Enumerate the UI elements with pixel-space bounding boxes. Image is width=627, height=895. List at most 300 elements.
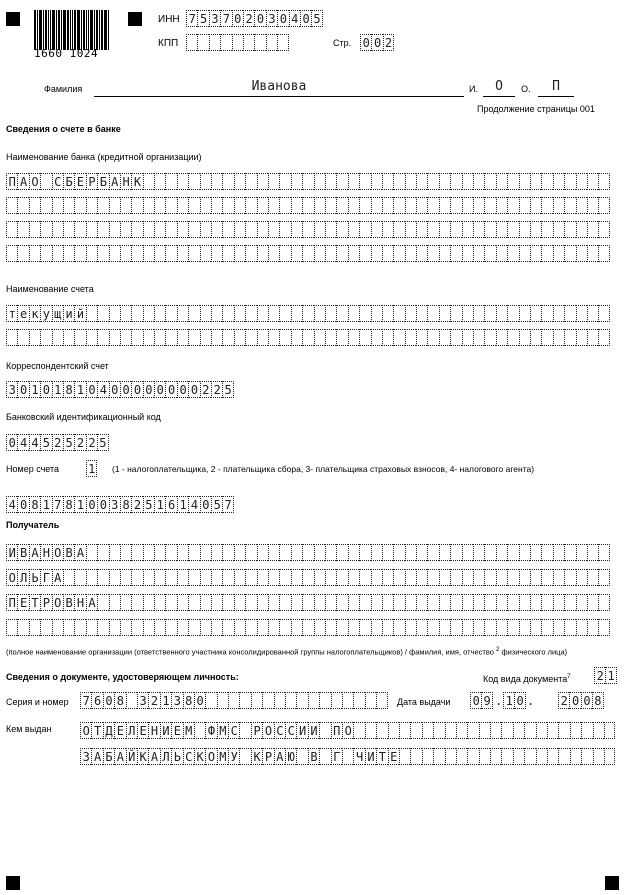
char-cell [530, 569, 541, 586]
char-cell [222, 594, 233, 611]
account-name-label: Наименование счета [6, 284, 94, 294]
account-name-row-2 [6, 329, 610, 346]
char-cell [399, 722, 410, 739]
account-name-row-1 [6, 305, 610, 322]
corr-account-label: Корреспондентский счет [6, 361, 109, 371]
char-cell [359, 245, 370, 262]
char-cell: е [17, 305, 28, 322]
char-cell [496, 173, 507, 190]
char-cell: 3 [137, 692, 148, 709]
char-cell [325, 569, 336, 586]
char-cell [519, 221, 530, 238]
char-cell [74, 619, 85, 636]
char-cell: 0 [360, 34, 371, 51]
char-cell: Н [74, 594, 85, 611]
issued-by-row-1 [80, 722, 615, 739]
char-cell [257, 544, 268, 561]
char-cell [188, 197, 199, 214]
char-cell: 0 [569, 692, 580, 709]
char-cell [587, 173, 598, 190]
char-cell [484, 544, 495, 561]
char-cell: А [109, 173, 120, 190]
char-cell [325, 245, 336, 262]
char-cell [200, 305, 211, 322]
char-cell [348, 329, 359, 346]
char-cell: 2 [243, 10, 254, 27]
char-cell [450, 544, 461, 561]
char-cell [143, 197, 154, 214]
char-cell [209, 34, 220, 51]
char-cell [359, 544, 370, 561]
char-cell [371, 329, 382, 346]
char-cell: 0 [165, 381, 176, 398]
char-cell [507, 569, 518, 586]
char-cell [131, 197, 142, 214]
char-cell [484, 245, 495, 262]
char-cell [188, 305, 199, 322]
char-cell [371, 245, 382, 262]
char-cell [416, 173, 427, 190]
char-cell [177, 594, 188, 611]
char-cell [143, 594, 154, 611]
char-cell [291, 544, 302, 561]
char-cell [131, 305, 142, 322]
char-cell [165, 245, 176, 262]
char-cell [519, 544, 530, 561]
char-cell [239, 722, 250, 739]
char-cell: щ [52, 305, 63, 322]
char-cell [154, 197, 165, 214]
char-cell [371, 221, 382, 238]
char-cell: 0 [97, 496, 108, 513]
char-cell: 3 [171, 692, 182, 709]
char-cell [251, 692, 262, 709]
char-cell [439, 329, 450, 346]
char-cell: 3 [109, 496, 120, 513]
char-cell [268, 594, 279, 611]
char-cell [519, 245, 530, 262]
char-cell: 0 [17, 496, 28, 513]
char-cell [6, 329, 17, 346]
char-cell: С [183, 748, 194, 765]
char-cell [186, 34, 197, 51]
char-cell [302, 221, 313, 238]
char-cell [120, 221, 131, 238]
char-cell [239, 692, 250, 709]
char-cell [393, 221, 404, 238]
char-cell [314, 221, 325, 238]
char-cell [126, 692, 137, 709]
char-cell: И [365, 748, 376, 765]
char-cell [462, 329, 473, 346]
char-cell: 0 [300, 10, 311, 27]
char-cell [17, 245, 28, 262]
char-cell [211, 569, 222, 586]
char-cell [177, 305, 188, 322]
char-cell [222, 245, 233, 262]
char-cell: 8 [114, 692, 125, 709]
char-cell [422, 748, 433, 765]
char-cell [473, 544, 484, 561]
char-cell [257, 197, 268, 214]
char-cell [234, 594, 245, 611]
char-cell [86, 221, 97, 238]
char-cell [439, 173, 450, 190]
char-cell [410, 748, 421, 765]
char-cell [365, 692, 376, 709]
char-cell: И [308, 722, 319, 739]
char-cell [165, 569, 176, 586]
char-cell: П [6, 173, 17, 190]
char-cell [496, 305, 507, 322]
char-cell [188, 221, 199, 238]
char-cell: С [285, 722, 296, 739]
char-cell [576, 544, 587, 561]
char-cell [473, 619, 484, 636]
char-cell [388, 722, 399, 739]
char-cell [74, 569, 85, 586]
char-cell [188, 594, 199, 611]
char-cell: Ф [205, 722, 216, 739]
char-cell: М [183, 722, 194, 739]
char-cell: 8 [29, 496, 40, 513]
char-cell: 2 [200, 381, 211, 398]
char-cell [200, 197, 211, 214]
char-cell [165, 221, 176, 238]
char-cell [63, 619, 74, 636]
char-cell [541, 594, 552, 611]
char-cell [154, 619, 165, 636]
char-cell: С [228, 722, 239, 739]
char-cell [120, 569, 131, 586]
char-cell: 4 [6, 496, 17, 513]
bic-cells [6, 434, 109, 451]
char-cell [291, 197, 302, 214]
char-cell: Б [103, 748, 114, 765]
char-cell: Е [388, 748, 399, 765]
char-cell [496, 221, 507, 238]
char-cell: 5 [143, 496, 154, 513]
char-cell: у [40, 305, 51, 322]
char-cell [371, 619, 382, 636]
char-cell: Е [17, 594, 28, 611]
char-cell [131, 594, 142, 611]
char-cell [587, 329, 598, 346]
char-cell [587, 197, 598, 214]
char-cell [279, 594, 290, 611]
doc-code-label-text: Код вида документа [483, 674, 568, 684]
kpp-label: КПП [158, 38, 179, 49]
char-cell [376, 692, 387, 709]
char-cell [40, 173, 51, 190]
char-cell: А [17, 173, 28, 190]
char-cell: 0 [6, 434, 17, 451]
char-cell: Г [40, 569, 51, 586]
char-cell [97, 305, 108, 322]
char-cell [177, 569, 188, 586]
char-cell [154, 173, 165, 190]
char-cell [120, 329, 131, 346]
char-cell [479, 722, 490, 739]
char-cell [325, 329, 336, 346]
char-cell: Л [160, 748, 171, 765]
date-label: Дата выдачи [397, 697, 451, 707]
char-cell [604, 722, 615, 739]
char-cell [598, 619, 609, 636]
char-cell [109, 544, 120, 561]
char-cell: 0 [371, 34, 382, 51]
char-cell [473, 245, 484, 262]
char-cell [109, 221, 120, 238]
char-cell [519, 197, 530, 214]
char-cell [52, 619, 63, 636]
char-cell: Б [63, 173, 74, 190]
char-cell [433, 748, 444, 765]
char-cell [439, 594, 450, 611]
char-cell: 7 [222, 496, 233, 513]
char-cell [564, 544, 575, 561]
char-cell [541, 197, 552, 214]
char-cell [467, 722, 478, 739]
char-cell [450, 594, 461, 611]
char-cell [177, 197, 188, 214]
char-cell [314, 305, 325, 322]
char-cell [279, 329, 290, 346]
char-cell [197, 34, 208, 51]
char-cell [519, 305, 530, 322]
char-cell [63, 221, 74, 238]
char-cell [393, 329, 404, 346]
recipient-row-2 [6, 569, 610, 586]
char-cell [416, 329, 427, 346]
char-cell [405, 544, 416, 561]
char-cell [52, 245, 63, 262]
char-cell [462, 197, 473, 214]
char-cell [325, 197, 336, 214]
char-cell [314, 619, 325, 636]
char-cell [393, 544, 404, 561]
char-cell [277, 34, 288, 51]
char-cell [496, 245, 507, 262]
char-cell: А [86, 594, 97, 611]
char-cell [257, 594, 268, 611]
char-cell [63, 197, 74, 214]
date-year-cells [558, 692, 604, 709]
char-cell [143, 245, 154, 262]
char-cell [581, 748, 592, 765]
char-cell [222, 544, 233, 561]
issued-by-label: Кем выдан [6, 724, 52, 734]
char-cell [177, 329, 188, 346]
char-cell [553, 245, 564, 262]
char-cell [234, 221, 245, 238]
char-cell [302, 619, 313, 636]
char-cell [427, 569, 438, 586]
char-cell [131, 245, 142, 262]
initial-o-value: П [552, 79, 560, 94]
char-cell [74, 245, 85, 262]
char-cell: 2 [74, 434, 85, 451]
char-cell: 2 [558, 692, 569, 709]
char-cell [268, 619, 279, 636]
recipient-title: Получатель [6, 520, 60, 530]
char-cell [211, 305, 222, 322]
series-cells [80, 692, 388, 709]
doc-code-cells [594, 667, 617, 684]
char-cell [570, 722, 581, 739]
char-cell: А [114, 748, 125, 765]
char-cell [496, 569, 507, 586]
char-cell [29, 221, 40, 238]
bic-label: Банковский идентификационный код [6, 412, 161, 422]
char-cell [177, 245, 188, 262]
char-cell [382, 173, 393, 190]
char-cell [410, 722, 421, 739]
char-cell [40, 329, 51, 346]
char-cell: 2 [383, 34, 394, 51]
char-cell: 1 [160, 692, 171, 709]
char-cell: Н [120, 173, 131, 190]
char-cell: С [274, 722, 285, 739]
char-cell [211, 619, 222, 636]
char-cell: Ю [285, 748, 296, 765]
char-cell: 5 [211, 496, 222, 513]
char-cell: В [17, 544, 28, 561]
char-cell: О [29, 173, 40, 190]
char-cell [29, 329, 40, 346]
char-cell [353, 722, 364, 739]
char-cell [6, 245, 17, 262]
bank-name-label: Наименование банка (кредитной организации) [6, 152, 202, 162]
char-cell [120, 619, 131, 636]
char-cell [507, 329, 518, 346]
char-cell [245, 329, 256, 346]
char-cell: Й [126, 748, 137, 765]
char-cell [564, 173, 575, 190]
char-cell [86, 245, 97, 262]
char-cell [473, 221, 484, 238]
char-cell [74, 221, 85, 238]
char-cell [63, 245, 74, 262]
char-cell: К [131, 173, 142, 190]
char-cell: 0 [254, 10, 265, 27]
char-cell [564, 594, 575, 611]
char-cell [348, 221, 359, 238]
char-cell [462, 221, 473, 238]
char-cell [245, 245, 256, 262]
char-cell: 0 [86, 381, 97, 398]
char-cell [547, 722, 558, 739]
page-cells [360, 34, 394, 51]
char-cell [17, 221, 28, 238]
char-cell [553, 619, 564, 636]
char-cell [211, 197, 222, 214]
char-cell [530, 544, 541, 561]
char-cell [200, 544, 211, 561]
char-cell [296, 692, 307, 709]
char-cell [120, 245, 131, 262]
char-cell [405, 569, 416, 586]
char-cell: 1 [177, 496, 188, 513]
char-cell: 1 [74, 381, 85, 398]
char-cell: 0 [17, 381, 28, 398]
char-cell [479, 748, 490, 765]
char-cell [194, 722, 205, 739]
char-cell [462, 619, 473, 636]
char-cell [268, 305, 279, 322]
char-cell [427, 619, 438, 636]
char-cell [393, 569, 404, 586]
account-no-cells [6, 496, 234, 513]
char-cell [462, 569, 473, 586]
char-cell [200, 619, 211, 636]
char-cell [541, 221, 552, 238]
char-cell: Т [91, 722, 102, 739]
char-cell [507, 544, 518, 561]
char-cell [97, 221, 108, 238]
char-cell [200, 594, 211, 611]
char-cell [405, 197, 416, 214]
char-cell [245, 619, 256, 636]
corner-marker-bottom-left [6, 876, 20, 890]
char-cell [371, 594, 382, 611]
char-cell: Е [137, 722, 148, 739]
char-cell [200, 221, 211, 238]
char-cell [598, 594, 609, 611]
char-cell: 4 [17, 434, 28, 451]
char-cell [17, 329, 28, 346]
doc-code-label [483, 672, 571, 685]
char-cell: Ь [171, 748, 182, 765]
char-cell [462, 245, 473, 262]
char-cell: 9 [481, 692, 492, 709]
char-cell [416, 544, 427, 561]
char-cell: 1 [40, 496, 51, 513]
char-cell: У [228, 748, 239, 765]
barcode-number: 1660 1024 [34, 47, 99, 60]
char-cell [262, 692, 273, 709]
char-cell [336, 197, 347, 214]
char-cell [456, 722, 467, 739]
char-cell: А [52, 569, 63, 586]
char-cell [416, 305, 427, 322]
char-cell [165, 619, 176, 636]
char-cell [530, 619, 541, 636]
char-cell: 5 [222, 381, 233, 398]
char-cell: 1 [52, 381, 63, 398]
char-cell [188, 329, 199, 346]
surname-value: Иванова [251, 79, 307, 94]
char-cell [211, 173, 222, 190]
char-cell [530, 173, 541, 190]
char-cell [254, 34, 265, 51]
char-cell: 2 [594, 667, 605, 684]
surname-underline [94, 96, 464, 97]
char-cell [291, 594, 302, 611]
account-no-label: Номер счета [6, 464, 60, 474]
char-cell [222, 569, 233, 586]
char-cell: 8 [120, 496, 131, 513]
char-cell: Ч [353, 748, 364, 765]
char-cell: 0 [109, 381, 120, 398]
char-cell [507, 305, 518, 322]
char-cell [291, 245, 302, 262]
char-cell [302, 569, 313, 586]
date-separator-1: . [495, 694, 503, 708]
char-cell [234, 569, 245, 586]
char-cell [507, 173, 518, 190]
char-cell [319, 748, 330, 765]
